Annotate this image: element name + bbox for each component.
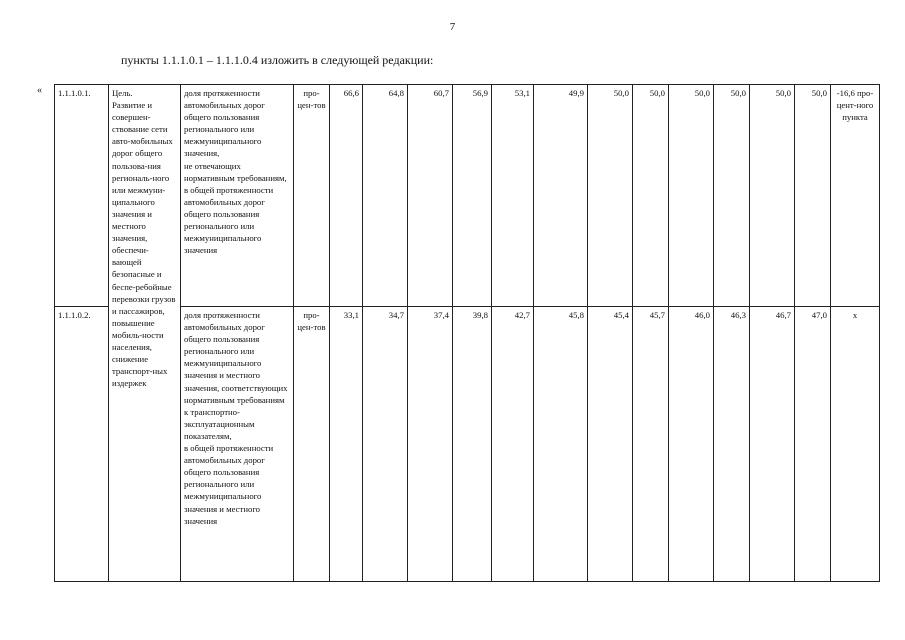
value-cell: 50,0 bbox=[714, 85, 750, 307]
change-cell: -16,6 про-цент-ного пункта bbox=[831, 85, 880, 307]
unit-cell: про-цен-тов bbox=[294, 85, 330, 307]
value-cell: 47,0 bbox=[795, 307, 831, 582]
indicator-name: доля протяженности автомобильных дорог общего пользования регионального или межмуниципального значения и местного значения, соответствующих нормативным требованиям к транспортно-эксплуатационным показателям, в общей протяженности автомобильных дорог общего пользования регионального или межмуниципального значения и местного значения bbox=[181, 307, 294, 582]
value-cell: 45,7 bbox=[633, 307, 669, 582]
value-cell: 39,8 bbox=[453, 307, 492, 582]
row-code: 1.1.1.0.1. bbox=[55, 85, 109, 307]
indicator-name: доля протяженности автомобильных дорог общего пользования регионального или межмуниципального значения, не отвечающих нормативным требованиям, в общей протяженности автомобильных дорог общего пользования регионального или межмуниципального значения bbox=[181, 85, 294, 307]
value-cell: 50,0 bbox=[633, 85, 669, 307]
value-cell: 33,1 bbox=[330, 307, 363, 582]
value-cell: 66,6 bbox=[330, 85, 363, 307]
change-cell: х bbox=[831, 307, 880, 582]
value-cell: 56,9 bbox=[453, 85, 492, 307]
value-cell: 46,3 bbox=[714, 307, 750, 582]
table-row bbox=[55, 85, 880, 307]
indicator-table bbox=[54, 84, 880, 582]
page-number: 7 bbox=[449, 21, 456, 33]
value-cell: 46,7 bbox=[750, 307, 795, 582]
value-cell: 37,4 bbox=[408, 307, 453, 582]
value-cell: 34,7 bbox=[363, 307, 408, 582]
value-cell: 49,9 bbox=[534, 85, 588, 307]
value-cell: 50,0 bbox=[588, 85, 633, 307]
unit-cell: про-цен-тов bbox=[294, 307, 330, 582]
value-cell: 60,7 bbox=[408, 85, 453, 307]
goal-cell: Цель. Развитие и совершен-ствование сети авто-мобильных дорог общего пользова-ния региональ-ного или межмуни-ципального значения и местного значения, обеспечи-вающей безопасные и беспе-ребойные перевозки грузов и пассажиров, повышение мобиль-ности населения, снижение транспорт-ных издержек bbox=[109, 85, 181, 582]
value-cell: 45,8 bbox=[534, 307, 588, 582]
value-cell: 45,4 bbox=[588, 307, 633, 582]
value-cell: 50,0 bbox=[669, 85, 714, 307]
row-code: 1.1.1.0.2. bbox=[55, 307, 109, 582]
value-cell: 46,0 bbox=[669, 307, 714, 582]
value-cell: 64,8 bbox=[363, 85, 408, 307]
value-cell: 50,0 bbox=[795, 85, 831, 307]
value-cell: 50,0 bbox=[750, 85, 795, 307]
opening-quote: « bbox=[37, 85, 42, 96]
value-cell: 42,7 bbox=[492, 307, 534, 582]
value-cell: 53,1 bbox=[492, 85, 534, 307]
intro-text: пункты 1.1.1.0.1 – 1.1.1.0.4 изложить в следующей редакции: bbox=[121, 53, 434, 67]
